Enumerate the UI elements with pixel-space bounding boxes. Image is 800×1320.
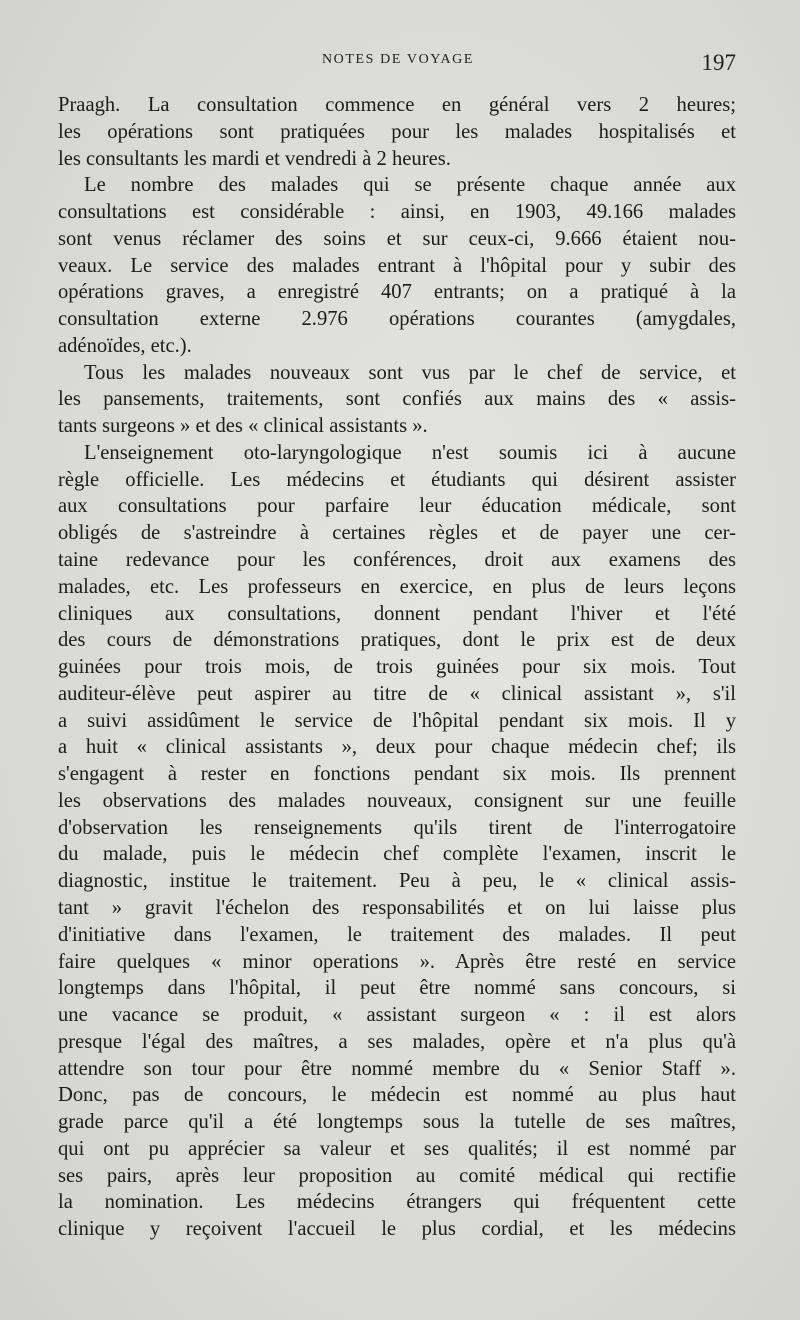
text-line: a suivi assidûment le service de l'hôpital pendant six mois. Il y xyxy=(58,709,736,732)
text-line: clinique y reçoivent l'accueil le plus cordial, et les médecins xyxy=(58,1218,736,1241)
text-line: diagnostic, institue le traitement. Peu à peu, le « clinical assis- xyxy=(58,870,736,893)
text-line: des cours de démonstrations pratiques, dont le prix est de deux xyxy=(58,629,736,652)
text-line: Le nombre des malades qui se présente chaque année aux xyxy=(84,174,736,197)
text-line: aux consultations pour parfaire leur éducation médicale, sont xyxy=(58,495,736,518)
text-line: tants surgeons » et des « clinical assistants ». xyxy=(58,415,428,438)
text-line: d'initiative dans l'examen, le traitement des malades. Il peut xyxy=(58,923,736,946)
text-line: auditeur-élève peut aspirer au titre de « clinical assistant », s'il xyxy=(58,682,736,705)
text-line: guinées pour trois mois, de trois guinées pour six mois. Tout xyxy=(58,656,736,679)
text-line: taine redevance pour les conférences, droit aux examens des xyxy=(58,549,736,572)
text-line: les pansements, traitements, sont confiés aux mains des « assis- xyxy=(58,388,736,411)
running-head: NOTES DE VOYAGE xyxy=(321,52,475,67)
text-line: attendre son tour pour être nommé membre du « Senior Staff ». xyxy=(58,1057,736,1080)
body-text xyxy=(58,92,736,1243)
page-header xyxy=(60,50,736,76)
text-line: consultation externe 2.976 opérations courantes (amygdales, xyxy=(58,308,736,331)
text-line: cliniques aux consultations, donnent pendant l'hiver et l'été xyxy=(58,602,736,625)
text-line: obligés de s'astreindre à certaines règles et de payer une cer- xyxy=(58,522,736,545)
text-line: les observations des malades nouveaux, consignent sur une feuille xyxy=(58,789,736,812)
text-line: les opérations sont pratiquées pour les malades hospitalisés et xyxy=(58,120,736,143)
text-line: une vacance se produit, « assistant surgeon « : il est alors xyxy=(58,1004,736,1027)
text-line: veaux. Le service des malades entrant à l'hôpital pour y subir des xyxy=(58,254,736,277)
text-line: règle officielle. Les médecins et étudiants qui désirent assister xyxy=(58,468,736,491)
text-line: Donc, pas de concours, le médecin est nommé au plus haut xyxy=(58,1084,736,1107)
page-number: 197 xyxy=(701,50,736,75)
text-line: L'enseignement oto-laryngologique n'est soumis ici à aucune xyxy=(84,441,736,464)
text-line: presque l'égal des maîtres, a ses malades, opère et n'a plus qu'à xyxy=(58,1030,736,1053)
text-line: Praagh. La consultation commence en général vers 2 heures; xyxy=(58,94,736,116)
text-line: ses pairs, après leur proposition au comité médical qui rectifie xyxy=(58,1164,736,1187)
text-line: malades, etc. Les professeurs en exercice, en plus de leurs leçons xyxy=(58,575,736,598)
text-line: longtemps dans l'hôpital, il peut être nommé sans concours, si xyxy=(58,977,736,1000)
text-line: qui ont pu apprécier sa valeur et ses qualités; il est nommé par xyxy=(58,1137,736,1160)
text-line: adénoïdes, etc.). xyxy=(58,334,192,357)
text-line: faire quelques « minor operations ». Après être resté en service xyxy=(58,950,736,973)
text-line: Tous les malades nouveaux sont vus par le chef de service, et xyxy=(84,361,736,384)
text-line: d'observation les renseignements qu'ils tirent de l'interrogatoire xyxy=(58,816,736,839)
text-line: les consultants les mardi et vendredi à 2 heures. xyxy=(58,147,451,170)
text-line: tant » gravit l'échelon des responsabilités et on lui laisse plus xyxy=(58,896,736,919)
text-line: s'engagent à rester en fonctions pendant six mois. Ils prennent xyxy=(58,763,736,786)
text-line: grade parce qu'il a été longtemps sous la tutelle de ses maîtres, xyxy=(58,1111,736,1134)
text-line: sont venus réclamer des soins et sur ceux-ci, 9.666 étaient nou- xyxy=(58,227,736,250)
text-line: consultations est considérable : ainsi, en 1903, 49.166 malades xyxy=(58,201,736,224)
text-line: la nomination. Les médecins étrangers qui fréquentent cette xyxy=(58,1191,736,1214)
text-line: du malade, puis le médecin chef complète l'examen, inscrit le xyxy=(58,843,736,866)
text-line: opérations graves, a enregistré 407 entrants; on a pratiqué à la xyxy=(58,281,736,304)
text-line: a huit « clinical assistants », deux pour chaque médecin chef; ils xyxy=(58,736,736,759)
